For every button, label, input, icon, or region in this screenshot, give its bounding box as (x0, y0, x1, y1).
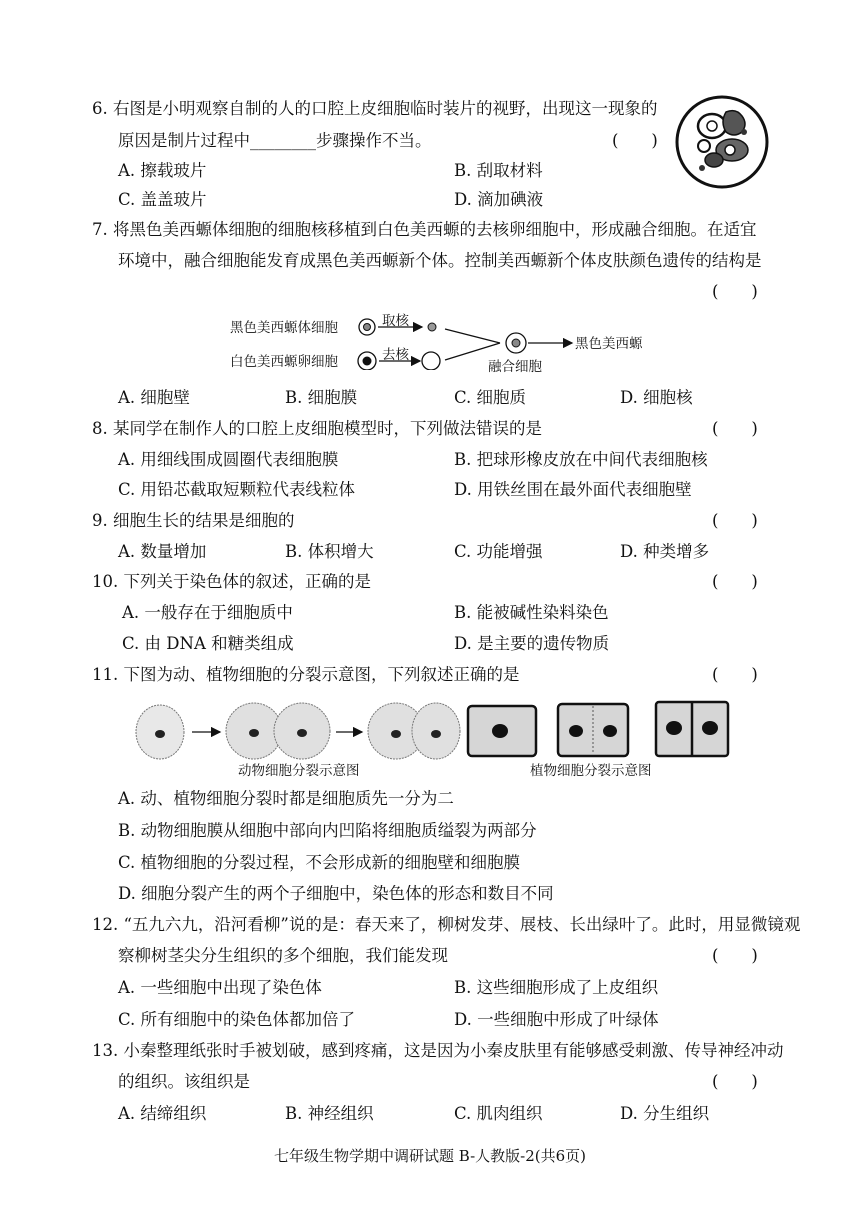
q12-option-b: B. 这些细胞形成了上皮组织 (454, 978, 659, 997)
q13-option-a: A. 结缔组织 (118, 1104, 207, 1123)
q8-option-c: C. 用铅芯截取短颗粒代表线粒体 (118, 480, 356, 499)
q11-answer-paren: ( ) (712, 665, 758, 684)
q11-option-c: C. 植物细胞的分裂过程，不会形成新的细胞壁和细胞膜 (118, 853, 521, 872)
q10-option-c: C. 由 DNA 和糖类组成 (122, 634, 294, 653)
q7-answer-paren: ( ) (712, 282, 758, 301)
q13-stem-line-2: 的组织。该组织是 (118, 1072, 250, 1091)
q8-option-b: B. 把球形橡皮放在中间代表细胞核 (454, 450, 708, 469)
q7-option-b: B. 细胞膜 (285, 388, 358, 407)
q6-option-b: B. 刮取材料 (454, 161, 543, 180)
q8-option-a: A. 用细线围成圆圈代表细胞膜 (118, 450, 339, 469)
microscope-field-image (674, 94, 770, 190)
q8-option-d: D. 用铁丝围在最外面代表细胞壁 (454, 480, 692, 499)
q7-option-d: D. 细胞核 (620, 388, 693, 407)
q9-stem: 9. 细胞生长的结果是细胞的 (92, 511, 295, 530)
diagram11-plant-caption: 植物细胞分裂示意图 (530, 763, 652, 779)
q13-answer-paren: ( ) (712, 1072, 758, 1091)
q7-option-a: A. 细胞壁 (118, 388, 190, 407)
q9-option-d: D. 种类增多 (620, 542, 710, 561)
q6-option-d: D. 滴加碘液 (454, 190, 544, 209)
q9-option-b: B. 体积增大 (285, 542, 374, 561)
q11-stem: 11. 下图为动、植物细胞的分裂示意图，下列叙述正确的是 (92, 665, 520, 684)
q6-option-c: C. 盖盖玻片 (118, 190, 207, 209)
q12-option-d: D. 一些细胞中形成了叶绿体 (454, 1010, 659, 1029)
page-footer: 七年级生物学期中调研试题 B-人教版-2(共6页) (274, 1147, 586, 1165)
q6-option-a: A. 擦载玻片 (118, 161, 207, 180)
q10-option-a: A. 一般存在于细胞质中 (122, 603, 293, 622)
q7-stem-line-1: 7. 将黑色美西螈体细胞的细胞核移植到白色美西螈的去核卵细胞中，形成融合细胞。在适宜 (92, 220, 757, 239)
q8-stem: 8. 某同学在制作人的口腔上皮细胞模型时，下列做法错误的是 (92, 419, 542, 438)
q12-option-a: A. 一些细胞中出现了染色体 (118, 978, 322, 997)
q13-option-b: B. 神经组织 (285, 1104, 374, 1123)
q10-option-b: B. 能被碱性染料染色 (454, 603, 609, 622)
q10-option-d: D. 是主要的遗传物质 (454, 634, 610, 653)
diagram11-cell-division-diagram (130, 698, 740, 760)
q7-option-c: C. 细胞质 (454, 388, 527, 407)
q11-option-b: B. 动物细胞膜从细胞中部向内凹陷将细胞质缢裂为两部分 (118, 821, 537, 840)
q12-stem-line-1: 12. “五九六九，沿河看柳”说的是：春天来了，柳树发芽、展枝、长出绿叶了。此时，用显微镜观 (92, 915, 801, 934)
diagram11-animal-caption: 动物细胞分裂示意图 (238, 763, 360, 779)
q6-answer-paren: ( ) (612, 131, 658, 150)
diagram7-black-body-cell-label: 黑色美西螈体细胞 (230, 320, 338, 336)
q6-stem-line-1: 6. 右图是小明观察自制的人的口腔上皮细胞临时装片的视野，出现这一现象的 (92, 99, 658, 118)
q13-option-d: D. 分生组织 (620, 1104, 710, 1123)
diagram7-result-label: 黑色美西螈 (575, 336, 643, 352)
q13-option-c: C. 肌肉组织 (454, 1104, 543, 1123)
diagram7-take-nucleus-label: 取核 (382, 313, 409, 329)
diagram7-white-egg-cell-label: 白色美西螈卵细胞 (230, 354, 338, 370)
q9-answer-paren: ( ) (712, 511, 758, 530)
diagram7-nuclear-transfer-diagram (350, 310, 580, 370)
diagram7-remove-nucleus-label: 去核 (382, 347, 409, 363)
q11-option-d: D. 细胞分裂产生的两个子细胞中，染色体的形态和数目不同 (118, 884, 554, 903)
q12-option-c: C. 所有细胞中的染色体都加倍了 (118, 1010, 356, 1029)
q7-stem-line-2: 环境中，融合细胞能发育成黑色美西螈新个体。控制美西螈新个体皮肤颜色遗传的结构是 (118, 251, 762, 270)
q12-stem-line-2: 察柳树茎尖分生组织的多个细胞，我们能发现 (118, 946, 448, 965)
q10-answer-paren: ( ) (712, 572, 758, 591)
diagram7-fused-cell-label: 融合细胞 (488, 359, 542, 375)
q9-option-a: A. 数量增加 (118, 542, 207, 561)
q10-stem: 10. 下列关于染色体的叙述，正确的是 (92, 572, 371, 591)
q9-option-c: C. 功能增强 (454, 542, 543, 561)
q8-answer-paren: ( ) (712, 419, 758, 438)
q11-option-a: A. 动、植物细胞分裂时都是细胞质先一分为二 (118, 789, 454, 808)
q6-stem-line-2: 原因是制片过程中________步骤操作不当。 (118, 131, 432, 150)
q12-answer-paren: ( ) (712, 946, 758, 965)
q13-stem-line-1: 13. 小秦整理纸张时手被划破，感到疼痛，这是因为小秦皮肤里有能够感受刺激、传导神经冲动 (92, 1041, 784, 1060)
